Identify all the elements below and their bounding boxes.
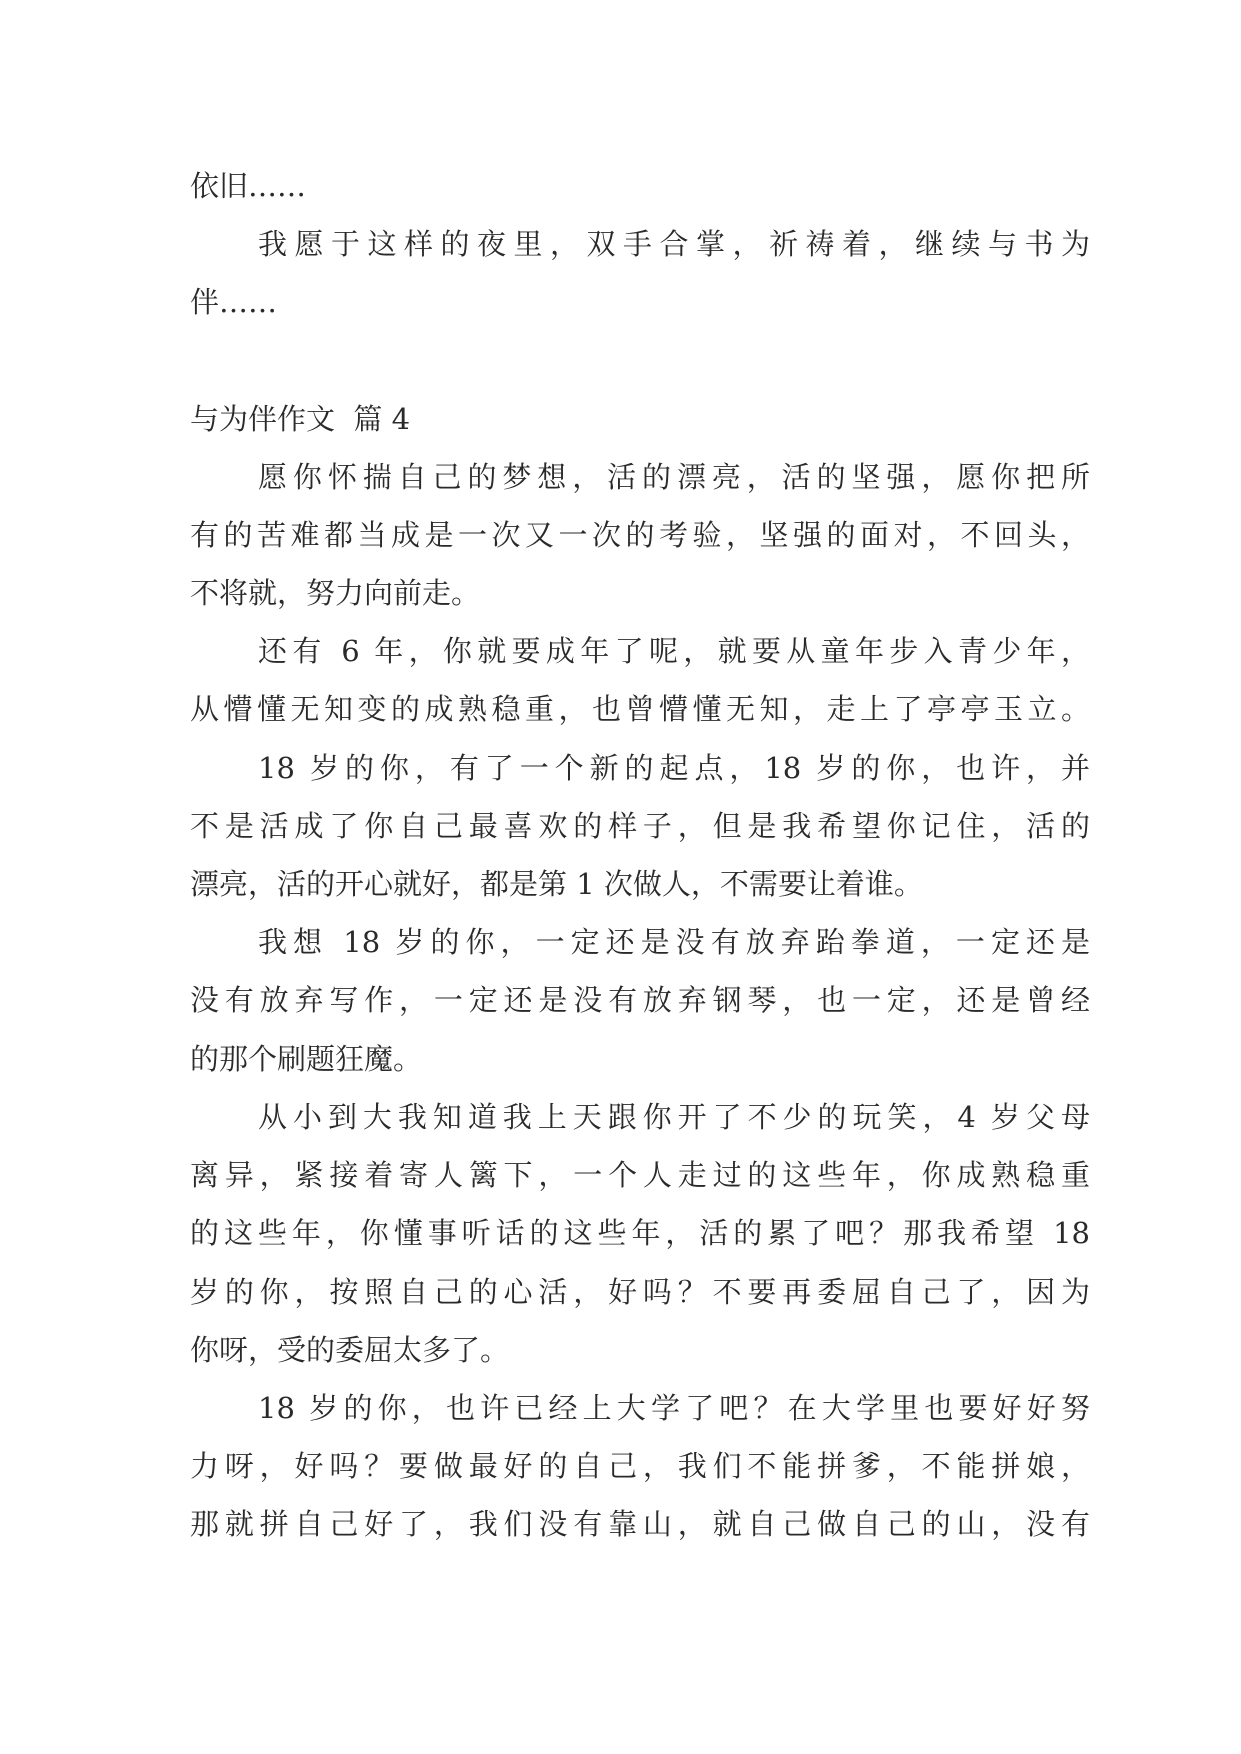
text-line: 我愿于这样的夜里，双手合掌，祈祷着，继续与书为	[258, 227, 1090, 261]
text-line: 18 岁的你，有了一个新的起点，18 岁的你，也许，并	[258, 751, 1090, 785]
text-line: 没有放弃写作，一定还是没有放弃钢琴，也一定，还是曾经	[190, 983, 1090, 1017]
text-line: 离异，紧接着寄人篱下，一个人走过的这些年，你成熟稳重	[190, 1158, 1090, 1192]
text-line: 力呀，好吗？要做最好的自己，我们不能拼爹，不能拼娘，	[190, 1449, 1090, 1483]
text-line: 岁的你，按照自己的心活，好吗？不要再委屈自己了，因为	[190, 1275, 1090, 1309]
text-line: 从小到大我知道我上天跟你开了不少的玩笑，4 岁父母	[258, 1100, 1090, 1134]
text-line: 伴……	[190, 285, 278, 319]
text-line: 那就拼自己好了，我们没有靠山，就自己做自己的山，没有	[190, 1507, 1090, 1541]
text-line: 我想 18 岁的你，一定还是没有放弃跆拳道，一定还是	[258, 925, 1090, 959]
text-line: 的那个刷题狂魔。	[190, 1042, 423, 1076]
section-heading: 与为伴作文 篇 4	[190, 402, 411, 436]
text-line: 18 岁的你，也许已经上大学了吧？在大学里也要好好努	[258, 1391, 1090, 1425]
text-line: 依旧……	[190, 169, 307, 203]
text-line: 的这些年，你懂事听话的这些年，活的累了吧？那我希望 18	[190, 1216, 1090, 1250]
text-line: 不将就，努力向前走。	[190, 576, 481, 610]
text-line: 漂亮，活的开心就好，都是第 1 次做人，不需要让着谁。	[190, 867, 923, 901]
text-line: 愿你怀揣自己的梦想，活的漂亮，活的坚强，愿你把所	[258, 460, 1090, 494]
text-line: 有的苦难都当成是一次又一次的考验，坚强的面对，不回头，	[190, 518, 1090, 552]
text-line: 从懵懂无知变的成熟稳重，也曾懵懂无知，走上了亭亭玉立。	[190, 692, 1090, 726]
text-line: 还有 6 年，你就要成年了呢，就要从童年步入青少年，	[258, 634, 1090, 668]
text-line: 你呀，受的委屈太多了。	[190, 1333, 510, 1367]
text-line: 不是活成了你自己最喜欢的样子，但是我希望你记住，活的	[190, 809, 1090, 843]
